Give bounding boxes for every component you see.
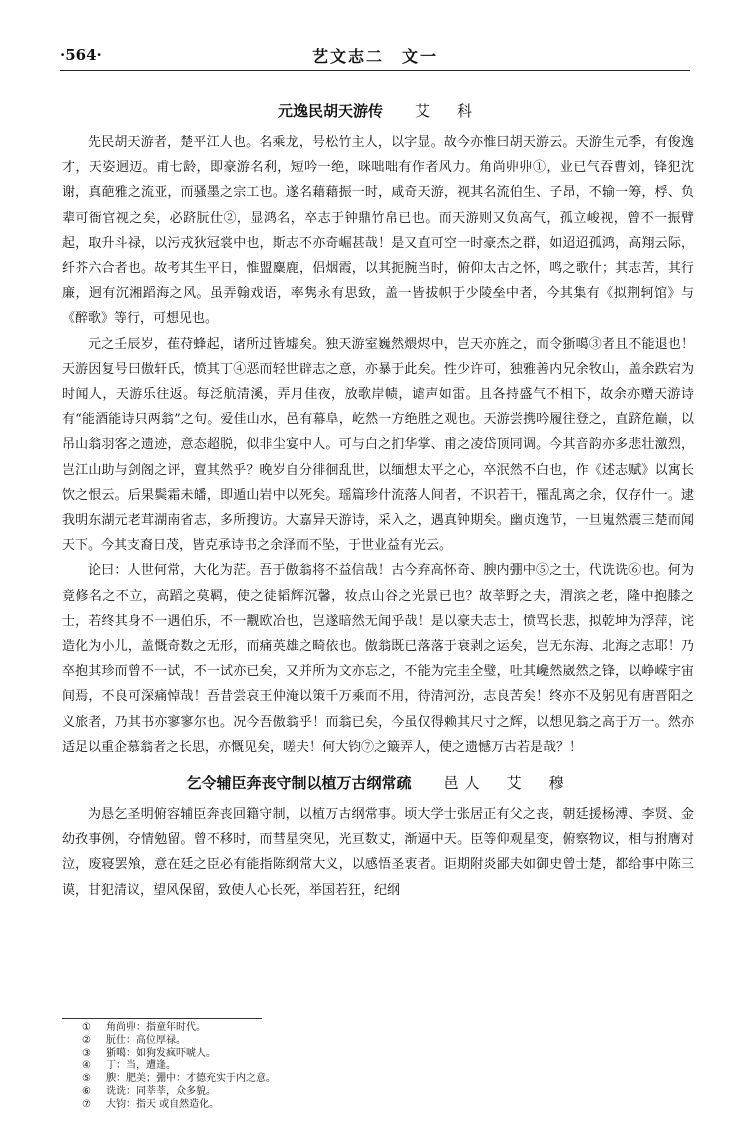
footnote [82,1099,682,1112]
footnote-mark: ⑦ [82,1098,91,1110]
footnote [82,1035,682,1048]
footnote [82,1086,682,1099]
running-title: 艺文志二 文一 [311,47,438,66]
footnote-mark: ④ [82,1060,91,1072]
footnote-text: 丁：当，遭逢。 [106,1060,176,1072]
footnote-text: 诜诜：同莘莘，众多貌。 [106,1085,216,1097]
footnote [82,1060,682,1073]
footnote-mark: ③ [82,1047,91,1059]
page-number: ·564· [60,46,102,64]
footnote-text: 腴：肥美；弸中：才德充实于内之意。 [106,1073,276,1085]
memorial-title-text: 乞令辅臣奔丧守制以植万古纲常疏 [186,774,412,793]
article-author: 艾 科 [415,102,479,120]
footnote-mark: ② [82,1034,91,1046]
page-body [62,96,694,903]
footnote [82,1022,682,1035]
article-title-text: 元逸民胡天游传 [277,102,383,120]
footnote-text: 角尚丱：指童年时代。 [106,1022,206,1033]
memorial-author: 邑人 艾 穆 [443,774,570,793]
page-header [60,40,690,71]
article-paragraph: 元之壬辰岁，萑苻蜂起，诸所过皆墟矣。独天游室巍然煨烬中，岂天亦旌之，而令狾噶③者且不能退也！天游因复号曰傲轩氏，愤其丁④恶而轻世辟志之意，亦暴于此矣。性少许可，独雅善内兄余牧山，盖余跌宕为时闻人，天游乐往返。每泛航清溪，弄月佳夜，放歌岸帻，谑声如雷。且各持盛气不相下，故余亦赠天游诗有“能酒能诗只两翁”之句。爱佳山水，邑有幕阜，屹然一方绝胜之观也。天游尝携吟履往登之，直跻危巅，以吊山翁羽客之遗迹，意态超脱，似非尘宴中人。可与白之扪华掌、甫之凌岱顶同调。今其音韵亦多悲壮激烈，岂江山助与剑阁之评，亶其然乎？晚岁自分徘徊乱世，以缅想太平之心，卒泯然不白也，作《述志赋》以寓长饮之恨云。后果鬓霜未皤，即遁山岩中以死矣。瑶篇珍什流落人间者，不识若干，罹乱离之余，仅存什一。逮我明东湖元老茸湖南省志，多所搜访。大嘉异天游诗，采入之，遇真钟期矣。幽贞逸节，一旦嵬然震三楚而闻天下。今其支裔日茂，皆克承诗书之余泽而不坠，于世业益有光云。 [62,336,694,554]
footnote-mark: ⑤ [82,1073,91,1085]
footnote [82,1048,682,1061]
footnote-text: 大钧：指天 或自然造化。 [106,1098,220,1110]
footnote-divider [62,1018,262,1019]
article-paragraph: 先民胡天游者，楚平江人也。名乘龙，号松竹主人，以字显。故今亦惟曰胡天游云。天游生元季，有俊逸才，天姿迥迈。甫七龄，即豪游名利，短吟一绝，咪咄咄有作者风力。角尚丱丱①，业已气吞曹刘，锋犯沈谢，真葩雅之流亚，而骚墨之宗工也。遂名藉藉振一时，咸奇天游，视其名流伯生、子昂，不输一筹，桴、负辈可衙官视之矣，必跻朊仕②，显鸿名，卒志于钟鼎竹帛已也。而天游则又负高气，孤立峻视，曾不一振臂起，取升斗禄，以污戎狄冠裳中也，斯志不亦奇崛甚哉！是又直可空一时豪杰之群，如迢迢孤鸿，高翔云际，纤芥六合者也。故考其生平日，惟盟麋鹿，侣烟霞，以其扼腕当时，俯仰太古之怀，鸣之歌什；其志苦，其行廉，迥有沉湘蹈海之风。虽弄翰戏语，率隽永有思致，盖一皆拔帜于少陵垒中者，今其集有《拟荆轲馆》与《醉歌》等行，可想见也。 [62,135,694,327]
article-paragraph: 论曰：人世何常，大化为茫。吾于傲翁将不益信哉！古今弃高怀奇、腴内弸中⑤之士，代诜诜⑥也。何为竟修名之不立，高蹈之莫羁，使之徒韬辉沉馨，妆点山谷之光景已也？故莘野之夫，渭滨之老，隆中抱膝之士，若终其身不一遇伯乐，不一觏欧冶也，岂遂暗然无闻乎哉！是以豪夫志士，愤骂长悲，拟乾坤为浮萍，诧造化为小儿，盖慨奇数之无形，而痛英雄之畸依也。傲翁既已落落于衰剥之运矣，岂无东海、北海之志耶！乃卒抱其珍而曾不一试，不一试亦已矣，又并所为文亦忘之，不能为完圭全璧，吐其巉然崴然之锋，以峥嵘宇宙间焉，不良可深痛悼哉！吾昔尝哀王仲淹以策千万乘而不用，待清河汾，志良苦矣！终亦不及躬见有唐晋阳之义旅者，乃其书亦寥寥尔也。况今吾傲翁乎！而翁已矣，今虽仅得赖其尺寸之辉，以想见翁之高于万一。然亦适足以重企慕翁者之长思，亦慨见矣，嗟夫！何大钧⑦之簸弄人，使之遗憾万古若是哉？！ [62,563,694,755]
footnote-text: 朊仕：高位厚禄。 [106,1034,186,1046]
memorial-title [62,768,694,798]
footnote [82,1073,682,1086]
footnote-mark: ① [82,1022,91,1033]
footnote-text: 狾噶：如狗发疯吓唬人。 [106,1047,216,1059]
article-title [62,96,694,126]
memorial-paragraph: 为恳乞圣明俯容辅臣奔丧回籍守制，以植万古纲常事。顷大学士张居正有父之丧，朝廷援杨溥、李贤、金幼孜事例，夺情勉留。曾不移时，而彗星突见，光亘数丈，渐逼中天。臣等仰观星变，俯察物议，相与拊膺对泣，废寝罢飧，意在廷之臣必有能指陈纲常大义，以感悟圣衷者。讵期附炎鄙夫如御史曾士楚，都给事中陈三谟，甘犯清议，望风保留，致使人心长死，举国若狂，纪纲 [62,807,694,898]
footnote-mark: ⑥ [82,1085,91,1097]
footnotes [82,1022,682,1112]
